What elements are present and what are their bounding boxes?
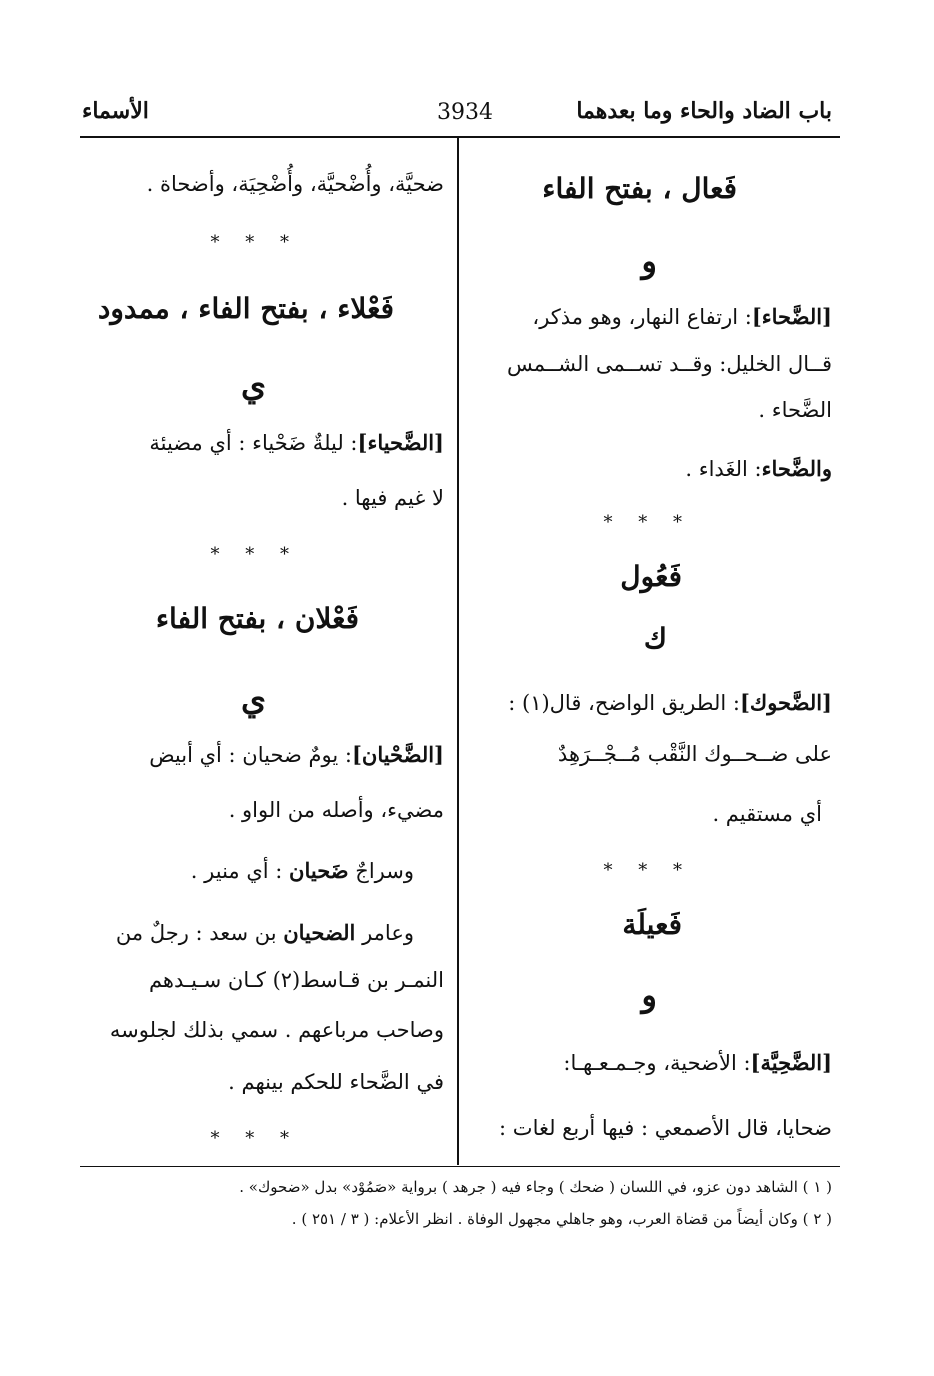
entry-text: أي مستقيم .	[712, 802, 822, 826]
entry-term: [الضَّحْيان]	[351, 742, 444, 767]
running-head-chapter: باب الضاد والحاء وما بعدهما	[576, 98, 832, 124]
entry-text: وصاحب مرباعهم . سمي بذلك لجلوسه	[109, 1018, 444, 1042]
entry	[149, 430, 444, 455]
entry-text: : ارتفاع النهار، وهو مذكر،	[532, 305, 752, 329]
entry-term: الضحيان	[283, 920, 356, 945]
verse: على ضــحــوك النَّقْب مُــجْــرَهِدٌ	[557, 742, 832, 766]
entry-text: النمـر بن قـاسط(٢) كـان سـيـدهم	[148, 968, 444, 992]
entry-text: ضحيَّة، وأُضْحيَّة، وأُضْحِيَة، وأضحاة .	[146, 172, 444, 196]
separator-stars: * * *	[210, 1128, 299, 1149]
entry-text: بن سعد : رجلٌ من	[115, 921, 277, 945]
entry-term: [الضَّحاء]	[751, 304, 832, 329]
entry-text: قــال الخليل: وقــد تســمى الشــمس	[507, 352, 832, 376]
root-letter: ي	[240, 680, 266, 718]
root-letter: ك	[643, 622, 667, 655]
entry-text: مضيء، وأصله من الواو .	[228, 798, 444, 822]
section-heading: فَعال ، بفتح الفاء	[542, 172, 737, 205]
column-divider	[457, 138, 459, 1165]
root-letter: و	[641, 242, 657, 280]
entry-text: في الضَّحاء للحكم بينهم .	[228, 1070, 444, 1094]
separator-stars: * * *	[603, 512, 692, 533]
page-number: 3934	[437, 100, 493, 125]
entry-text: الضَّحاء .	[758, 398, 832, 422]
entry-text: لا غيم فيها .	[341, 486, 444, 510]
entry-term: ضَحيان	[289, 858, 349, 883]
footnote-1: ( ١ ) الشاهد دون عزو، في اللسان ( ضحك ) وجاء فيه ( جرهد ) برواية «صَمُوْد» بدل «ضحوك» .	[239, 1178, 832, 1196]
entry-text: : أي منير .	[190, 859, 283, 883]
entry-term: [الضَّحياء]	[357, 430, 444, 455]
entry	[532, 304, 832, 329]
entry-text: ضحايا، قال الأصمعي : فيها أربع لغات :	[499, 1116, 832, 1140]
entry-text: : الطريق الواضح، قال(١) :	[508, 691, 740, 715]
section-heading: فَعيلَة	[622, 908, 682, 941]
root-letter: و	[641, 976, 657, 1014]
entry-text: : الغَداء .	[685, 457, 762, 481]
entry	[191, 858, 414, 883]
running-head-section: الأسماء	[82, 98, 149, 124]
entry	[116, 920, 414, 945]
entry	[685, 456, 832, 481]
entry-text: وسراجٌ	[355, 859, 414, 883]
footnote-2: ( ٢ ) وكان أيضاً من قضاة العرب، وهو جاهلي مجهول الوفاة . انظر الأعلام: ( ٣ / ٢٥١ ) .	[291, 1210, 832, 1228]
entry	[508, 690, 832, 715]
section-heading: فَعْلان ، بفتح الفاء	[155, 602, 359, 635]
entry	[563, 1050, 832, 1075]
section-heading: فَعْلاء ، بفتح الفاء ، ممدود	[97, 292, 394, 325]
entry-term: [الضَّحِيَّة]	[750, 1050, 832, 1075]
header-rule	[80, 136, 840, 138]
entry-text: : يومٌ ضحيان : أي أبيض	[149, 743, 352, 767]
entry-text: : ليلةٌ ضَحْياء : أي مضيئة	[149, 431, 358, 455]
entry	[149, 742, 444, 767]
entry-text: : الأضحية، وجـمـعـهـا:	[563, 1051, 751, 1075]
footnote-rule	[80, 1166, 840, 1167]
root-letter: ي	[240, 366, 266, 404]
entry-term: والضَّحاء	[761, 456, 832, 481]
entry-term: [الضَّحوك]	[739, 690, 832, 715]
separator-stars: * * *	[210, 544, 299, 565]
separator-stars: * * *	[603, 860, 692, 881]
separator-stars: * * *	[210, 232, 299, 253]
section-heading: فَعُول	[620, 560, 682, 593]
entry-text: وعامر	[362, 921, 414, 945]
